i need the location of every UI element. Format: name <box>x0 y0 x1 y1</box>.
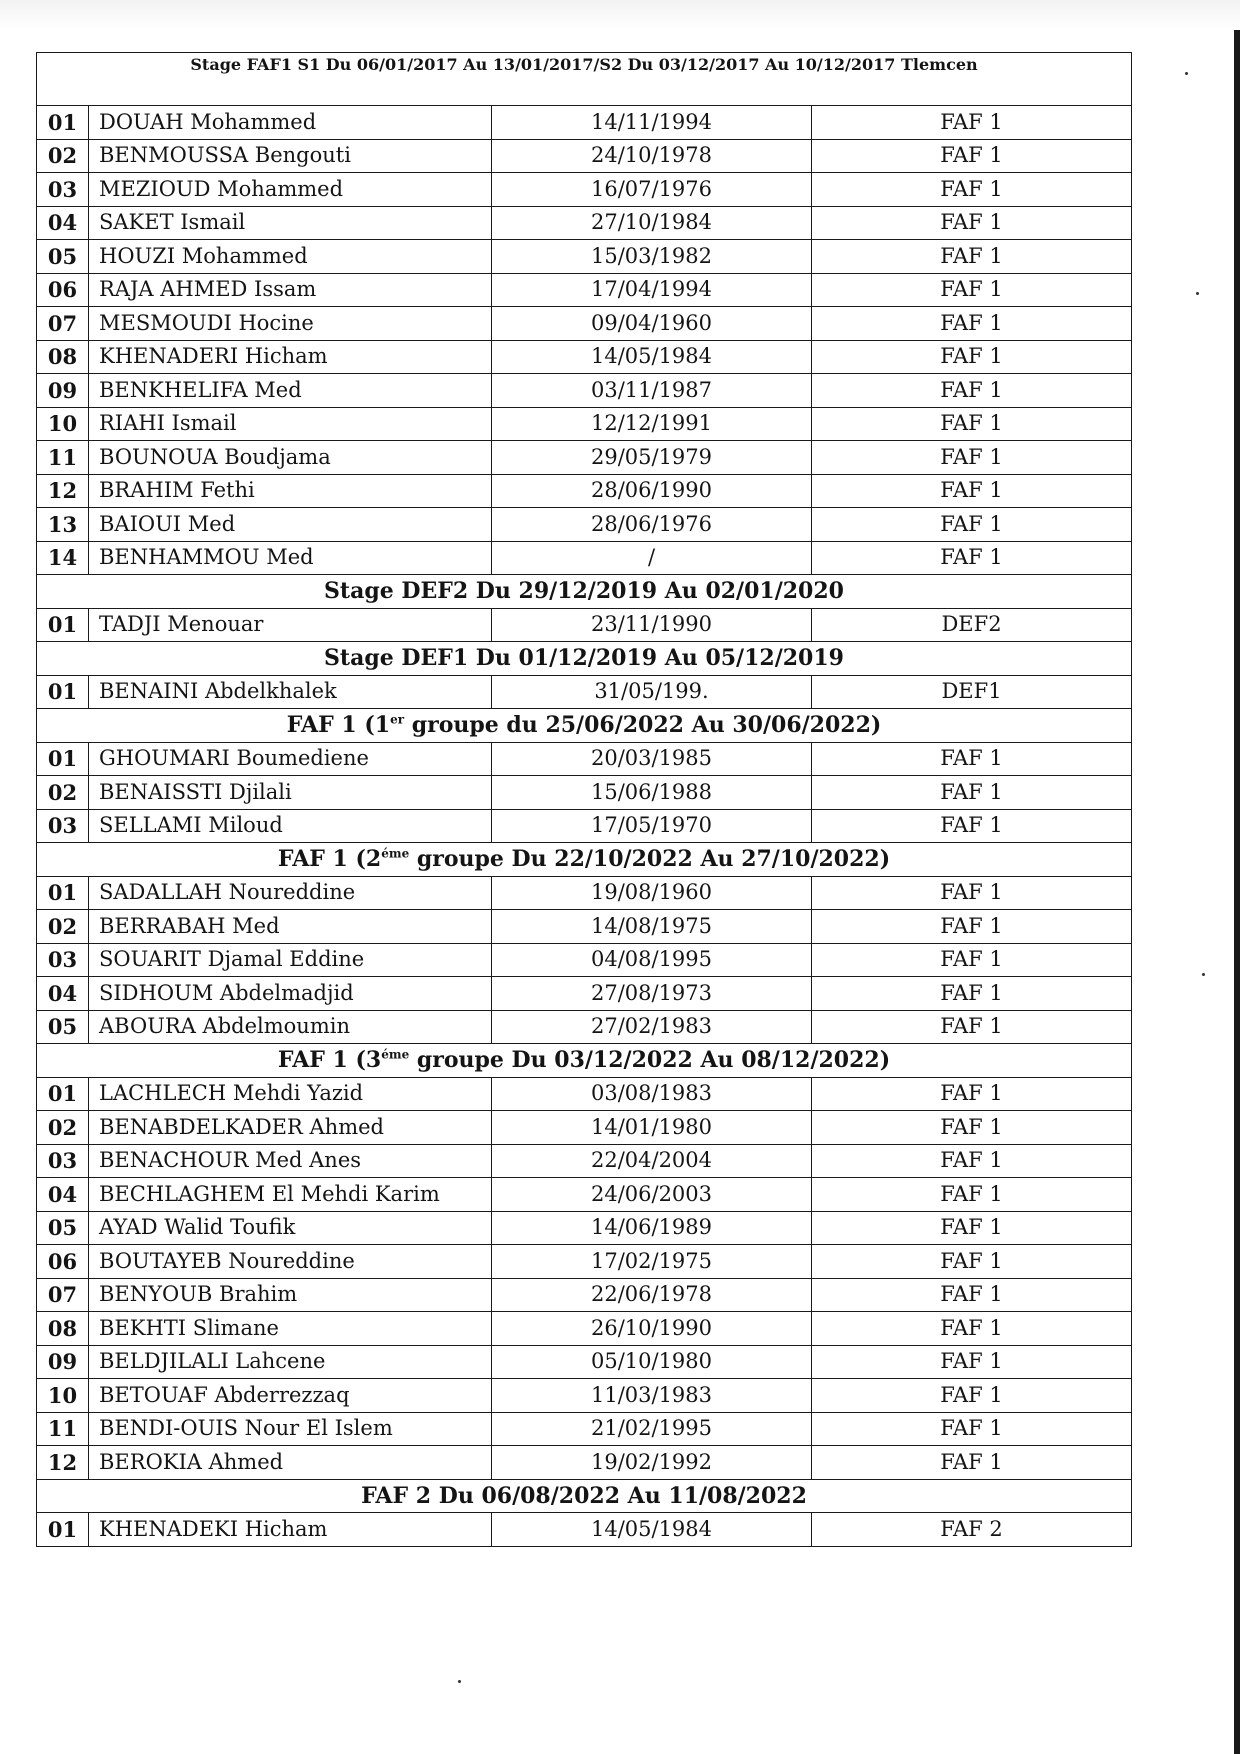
table-row <box>37 340 1132 374</box>
license-level: FAF 1 <box>812 273 1132 307</box>
license-level: FAF 1 <box>812 407 1132 441</box>
birth-date: 05/10/1980 <box>492 1345 812 1379</box>
table-row <box>37 608 1132 642</box>
license-level: FAF 1 <box>812 1077 1132 1111</box>
trainee-name: KHENADERI Hicham <box>89 340 492 374</box>
section-heading <box>37 843 1132 877</box>
trainee-name: BOUNOUA Boudjama <box>89 441 492 475</box>
birth-date: 17/02/1975 <box>492 1245 812 1279</box>
license-level: FAF 1 <box>812 977 1132 1011</box>
trainee-name: TADJI Menouar <box>89 608 492 642</box>
table-row <box>37 474 1132 508</box>
section-heading-text: Stage DEF1 Du 01/12/2019 Au 05/12/2019 <box>324 645 844 672</box>
trainee-table <box>36 52 1132 1547</box>
birth-date: 22/06/1978 <box>492 1278 812 1312</box>
table-row <box>37 541 1132 575</box>
scan-speck <box>458 1680 461 1683</box>
table-row <box>37 441 1132 475</box>
birth-date: 16/07/1976 <box>492 173 812 207</box>
license-level: FAF 1 <box>812 1211 1132 1245</box>
row-number: 01 <box>37 1077 89 1111</box>
birth-date: / <box>492 541 812 575</box>
birth-date: 28/06/1976 <box>492 508 812 542</box>
birth-date: 17/05/1970 <box>492 809 812 843</box>
row-number: 03 <box>37 943 89 977</box>
license-level: FAF 1 <box>812 1412 1132 1446</box>
trainee-name: BEKHTI Slimane <box>89 1312 492 1346</box>
trainee-name: KHENADEKI Hicham <box>89 1513 492 1547</box>
license-level: FAF 1 <box>812 374 1132 408</box>
license-level: FAF 1 <box>812 943 1132 977</box>
table-row <box>37 139 1132 173</box>
license-level: FAF 1 <box>812 910 1132 944</box>
license-level: FAF 1 <box>812 474 1132 508</box>
trainee-name: BELDJILALI Lahcene <box>89 1345 492 1379</box>
birth-date: 28/06/1990 <box>492 474 812 508</box>
row-number: 01 <box>37 742 89 776</box>
row-number: 11 <box>37 441 89 475</box>
table-row <box>37 1077 1132 1111</box>
section-heading-row <box>37 709 1132 743</box>
row-number: 09 <box>37 1345 89 1379</box>
table-row <box>37 876 1132 910</box>
trainee-name: DOUAH Mohammed <box>89 106 492 140</box>
row-number: 13 <box>37 508 89 542</box>
trainee-name: SAKET Ismail <box>89 206 492 240</box>
birth-date: 26/10/1990 <box>492 1312 812 1346</box>
trainee-name: BENDI-OUIS Nour El Islem <box>89 1412 492 1446</box>
birth-date: 14/01/1980 <box>492 1111 812 1145</box>
table-row <box>37 106 1132 140</box>
scan-edge-right <box>1234 30 1240 1754</box>
table-row <box>37 809 1132 843</box>
row-number: 12 <box>37 1446 89 1480</box>
row-number: 05 <box>37 1211 89 1245</box>
trainee-name: BENABDELKADER Ahmed <box>89 1111 492 1145</box>
license-level: FAF 1 <box>812 1144 1132 1178</box>
birth-date: 03/11/1987 <box>492 374 812 408</box>
license-level: FAF 1 <box>812 173 1132 207</box>
row-number: 10 <box>37 407 89 441</box>
row-number: 01 <box>37 608 89 642</box>
license-level: DEF1 <box>812 675 1132 709</box>
license-level: FAF 1 <box>812 1312 1132 1346</box>
table-row <box>37 1345 1132 1379</box>
section-heading-row <box>37 1479 1132 1513</box>
trainee-name: BOUTAYEB Noureddine <box>89 1245 492 1279</box>
table-row <box>37 1178 1132 1212</box>
trainee-name: SADALLAH Noureddine <box>89 876 492 910</box>
trainee-name: LACHLECH Mehdi Yazid <box>89 1077 492 1111</box>
birth-date: 04/08/1995 <box>492 943 812 977</box>
section-heading-text-tail: groupe Du 22/10/2022 Au 27/10/2022) <box>409 846 891 873</box>
section-heading-row <box>37 843 1132 877</box>
trainee-name: BENMOUSSA Bengouti <box>89 139 492 173</box>
trainee-name: AYAD Walid Toufik <box>89 1211 492 1245</box>
section-heading-superscript: er <box>390 712 405 727</box>
table-row <box>37 374 1132 408</box>
row-number: 02 <box>37 910 89 944</box>
birth-date: 23/11/1990 <box>492 608 812 642</box>
table-row <box>37 273 1132 307</box>
table-row <box>37 1513 1132 1547</box>
section-heading <box>37 575 1132 609</box>
row-number: 06 <box>37 273 89 307</box>
row-number: 07 <box>37 1278 89 1312</box>
table-row <box>37 675 1132 709</box>
table-row <box>37 1111 1132 1145</box>
row-number: 02 <box>37 1111 89 1145</box>
license-level: FAF 1 <box>812 1178 1132 1212</box>
row-number: 06 <box>37 1245 89 1279</box>
birth-date: 24/06/2003 <box>492 1178 812 1212</box>
birth-date: 03/08/1983 <box>492 1077 812 1111</box>
license-level: FAF 1 <box>812 1446 1132 1480</box>
birth-date: 15/06/1988 <box>492 776 812 810</box>
license-level: FAF 1 <box>812 742 1132 776</box>
table-row <box>37 173 1132 207</box>
table-row <box>37 1312 1132 1346</box>
row-number: 05 <box>37 1010 89 1044</box>
trainee-name: RAJA AHMED Issam <box>89 273 492 307</box>
license-level: FAF 1 <box>812 1345 1132 1379</box>
table-row <box>37 943 1132 977</box>
row-number: 05 <box>37 240 89 274</box>
table-row <box>37 1278 1132 1312</box>
trainee-name: BENAISSTI Djilali <box>89 776 492 810</box>
trainee-name: SIDHOUM Abdelmadjid <box>89 977 492 1011</box>
section-heading-text: FAF 1 (2 <box>277 846 382 873</box>
birth-date: 14/05/1984 <box>492 340 812 374</box>
trainee-table-body <box>37 53 1132 1547</box>
table-row <box>37 742 1132 776</box>
section-heading-text: FAF 1 (3 <box>277 1047 382 1074</box>
trainee-name: BENHAMMOU Med <box>89 541 492 575</box>
license-level: DEF2 <box>812 608 1132 642</box>
trainee-name: ABOURA Abdelmoumin <box>89 1010 492 1044</box>
license-level: FAF 1 <box>812 809 1132 843</box>
license-level: FAF 1 <box>812 1010 1132 1044</box>
trainee-name: BENKHELIFA Med <box>89 374 492 408</box>
trainee-name: GHOUMARI Boumediene <box>89 742 492 776</box>
section-heading <box>37 1044 1132 1078</box>
birth-date: 27/08/1973 <box>492 977 812 1011</box>
birth-date: 19/08/1960 <box>492 876 812 910</box>
section-heading-superscript: éme <box>381 846 410 861</box>
birth-date: 24/10/1978 <box>492 139 812 173</box>
row-number: 03 <box>37 1144 89 1178</box>
section-heading-row <box>37 1044 1132 1078</box>
scan-speck <box>1196 292 1199 295</box>
trainee-name: BRAHIM Fethi <box>89 474 492 508</box>
birth-date: 21/02/1995 <box>492 1412 812 1446</box>
trainee-name: SELLAMI Miloud <box>89 809 492 843</box>
section-heading-superscript: éme <box>381 1047 410 1062</box>
birth-date: 12/12/1991 <box>492 407 812 441</box>
trainee-name: RIAHI Ismail <box>89 407 492 441</box>
trainee-name: BENACHOUR Med Anes <box>89 1144 492 1178</box>
table-row <box>37 1412 1132 1446</box>
table-row <box>37 1245 1132 1279</box>
table-row <box>37 206 1132 240</box>
birth-date: 20/03/1985 <box>492 742 812 776</box>
section-heading-text: FAF 1 (1 <box>286 712 391 739</box>
scan-speck <box>1185 72 1188 75</box>
table-row <box>37 240 1132 274</box>
license-level: FAF 2 <box>812 1513 1132 1547</box>
table-row <box>37 307 1132 341</box>
table-row <box>37 1446 1132 1480</box>
section-heading-text-tail: groupe Du 03/12/2022 Au 08/12/2022) <box>409 1047 891 1074</box>
license-level: FAF 1 <box>812 240 1132 274</box>
row-number: 04 <box>37 1178 89 1212</box>
row-number: 12 <box>37 474 89 508</box>
table-title-row <box>37 53 1132 106</box>
row-number: 08 <box>37 340 89 374</box>
license-level: FAF 1 <box>812 876 1132 910</box>
birth-date: 27/02/1983 <box>492 1010 812 1044</box>
table-row <box>37 910 1132 944</box>
license-level: FAF 1 <box>812 206 1132 240</box>
row-number: 01 <box>37 106 89 140</box>
trainee-name: BERRABAH Med <box>89 910 492 944</box>
birth-date: 09/04/1960 <box>492 307 812 341</box>
birth-date: 29/05/1979 <box>492 441 812 475</box>
table-title: Stage FAF1 S1 Du 06/01/2017 Au 13/01/2017/S2 Du 03/12/2017 Au 10/12/2017 Tlemcen <box>37 53 1132 106</box>
birth-date: 22/04/2004 <box>492 1144 812 1178</box>
row-number: 02 <box>37 776 89 810</box>
row-number: 01 <box>37 675 89 709</box>
table-row <box>37 1211 1132 1245</box>
row-number: 01 <box>37 876 89 910</box>
row-number: 04 <box>37 206 89 240</box>
row-number: 10 <box>37 1379 89 1413</box>
trainee-name: BETOUAF Abderrezzaq <box>89 1379 492 1413</box>
section-heading <box>37 1479 1132 1513</box>
birth-date: 14/06/1989 <box>492 1211 812 1245</box>
birth-date: 17/04/1994 <box>492 273 812 307</box>
table-row <box>37 1144 1132 1178</box>
table-row <box>37 508 1132 542</box>
section-heading-text-tail: groupe du 25/06/2022 Au 30/06/2022) <box>404 712 882 739</box>
document-sheet <box>36 52 1131 1547</box>
trainee-name: BECHLAGHEM El Mehdi Karim <box>89 1178 492 1212</box>
section-heading-text: FAF 2 Du 06/08/2022 Au 11/08/2022 <box>361 1482 807 1509</box>
section-heading-row <box>37 642 1132 676</box>
license-level: FAF 1 <box>812 1278 1132 1312</box>
trainee-name: BENYOUB Brahim <box>89 1278 492 1312</box>
table-row <box>37 977 1132 1011</box>
row-number: 02 <box>37 139 89 173</box>
birth-date: 14/08/1975 <box>492 910 812 944</box>
license-level: FAF 1 <box>812 776 1132 810</box>
trainee-name: HOUZI Mohammed <box>89 240 492 274</box>
section-heading-row <box>37 575 1132 609</box>
table-row <box>37 407 1132 441</box>
license-level: FAF 1 <box>812 106 1132 140</box>
row-number: 03 <box>37 809 89 843</box>
section-heading <box>37 709 1132 743</box>
birth-date: 14/05/1984 <box>492 1513 812 1547</box>
license-level: FAF 1 <box>812 1379 1132 1413</box>
birth-date: 31/05/199. <box>492 675 812 709</box>
row-number: 11 <box>37 1412 89 1446</box>
section-heading <box>37 642 1132 676</box>
table-row <box>37 1379 1132 1413</box>
license-level: FAF 1 <box>812 541 1132 575</box>
license-level: FAF 1 <box>812 340 1132 374</box>
scan-speck <box>1202 973 1205 976</box>
license-level: FAF 1 <box>812 307 1132 341</box>
trainee-name: BEROKIA Ahmed <box>89 1446 492 1480</box>
trainee-name: BENAINI Abdelkhalek <box>89 675 492 709</box>
row-number: 14 <box>37 541 89 575</box>
trainee-name: MEZIOUD Mohammed <box>89 173 492 207</box>
birth-date: 14/11/1994 <box>492 106 812 140</box>
license-level: FAF 1 <box>812 139 1132 173</box>
birth-date: 27/10/1984 <box>492 206 812 240</box>
license-level: FAF 1 <box>812 441 1132 475</box>
birth-date: 11/03/1983 <box>492 1379 812 1413</box>
birth-date: 15/03/1982 <box>492 240 812 274</box>
scan-shadow-top <box>0 0 1240 30</box>
license-level: FAF 1 <box>812 1111 1132 1145</box>
row-number: 03 <box>37 173 89 207</box>
license-level: FAF 1 <box>812 508 1132 542</box>
trainee-name: SOUARIT Djamal Eddine <box>89 943 492 977</box>
trainee-name: MESMOUDI Hocine <box>89 307 492 341</box>
section-heading-text: Stage DEF2 Du 29/12/2019 Au 02/01/2020 <box>324 578 844 605</box>
birth-date: 19/02/1992 <box>492 1446 812 1480</box>
trainee-name: BAIOUI Med <box>89 508 492 542</box>
table-row <box>37 776 1132 810</box>
table-row <box>37 1010 1132 1044</box>
license-level: FAF 1 <box>812 1245 1132 1279</box>
row-number: 04 <box>37 977 89 1011</box>
row-number: 09 <box>37 374 89 408</box>
row-number: 08 <box>37 1312 89 1346</box>
row-number: 07 <box>37 307 89 341</box>
row-number: 01 <box>37 1513 89 1547</box>
